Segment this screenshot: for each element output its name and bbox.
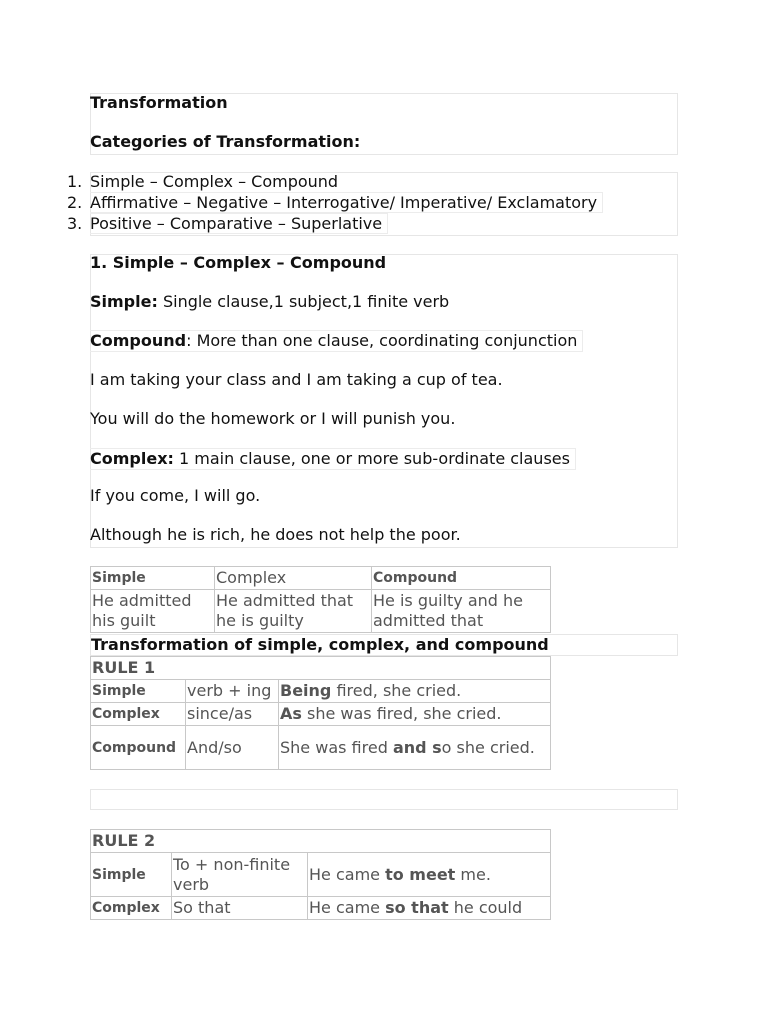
list-number: 3. (67, 214, 83, 233)
example-sentence: I am taking your class and I am taking a cup of tea. (90, 370, 503, 389)
list-text: Affirmative – Negative – Interrogative/ Imperative/ Exclamatory (90, 192, 603, 213)
rule2-title: RULE 2 (91, 830, 551, 853)
table-row (91, 680, 551, 703)
rule-marker: And/so (186, 726, 279, 770)
rule-type: Compound (91, 726, 186, 770)
transformation-title-text: Transformation of simple, complex, and compound (91, 635, 549, 654)
complex-text: 1 main clause, one or more sub-ordinate clauses (173, 449, 570, 468)
table-row (91, 590, 551, 633)
complex-definition (90, 448, 576, 470)
example-bold: Being (280, 681, 332, 700)
rule-type: Simple (91, 853, 172, 897)
rule-marker: verb + ing (186, 680, 279, 703)
rule-type: Complex (91, 897, 172, 920)
page-subtitle: Categories of Transformation: (90, 132, 361, 151)
list-item (67, 172, 338, 192)
simple-text: Single clause,1 subject,1 finite verb (157, 292, 450, 311)
example-rest: fired, she cried. (331, 681, 462, 700)
example-bold: so that (385, 898, 449, 917)
example-bold: to meet (385, 864, 456, 884)
rule1-table (90, 656, 551, 770)
rule-marker: since/as (186, 703, 279, 726)
rule2-table (90, 829, 551, 920)
empty-box (90, 789, 678, 810)
example-bold: As (280, 704, 302, 723)
example-rest: she was fired, she cried. (301, 704, 502, 723)
compound-text: : More than one clause, coordinating conjunction (186, 331, 578, 350)
column-header: Simple (91, 567, 215, 590)
rule-example (308, 853, 551, 897)
example-pre: She was fired (280, 737, 393, 757)
table-row (91, 726, 551, 770)
example-pre: He came (309, 864, 386, 884)
simple-definition (90, 292, 449, 312)
table-cell: He admitted his guilt (91, 590, 215, 633)
rule1-title: RULE 1 (91, 657, 551, 680)
rule-marker: To + non-finite verb (172, 853, 308, 897)
column-header: Complex (215, 567, 372, 590)
example-sentence: Although he is rich, he does not help the poor. (90, 525, 461, 544)
compound-definition (90, 330, 583, 352)
example-bold: and s (392, 737, 442, 757)
table-cell: He admitted that he is guilty (215, 590, 372, 633)
rule-title-row (91, 830, 551, 853)
rule-example (279, 680, 551, 703)
rule-example (308, 897, 551, 920)
list-number: 1. (67, 172, 83, 191)
list-text: Positive – Comparative – Superlative (90, 213, 388, 234)
transformation-title (90, 634, 678, 656)
example-rest: o she cried. (441, 737, 535, 757)
table-header-row (91, 567, 551, 590)
rule-marker: So that (172, 897, 308, 920)
list-item (67, 214, 388, 234)
rule-example (279, 726, 551, 770)
example-sentence: If you come, I will go. (90, 486, 261, 505)
comparison-table (90, 566, 551, 633)
table-row (91, 897, 551, 920)
compound-label: Compound (90, 331, 187, 350)
column-header: Compound (372, 567, 551, 590)
table-row (91, 703, 551, 726)
simple-label: Simple: (90, 292, 158, 311)
example-sentence: You will do the homework or I will punish you. (90, 409, 456, 428)
example-rest: he could (448, 898, 523, 917)
page-title: Transformation (90, 93, 228, 112)
rule-title-row (91, 657, 551, 680)
section1-heading: 1. Simple – Complex – Compound (90, 253, 387, 272)
rule-type: Complex (91, 703, 186, 726)
list-text: Simple – Complex – Compound (90, 172, 339, 191)
example-pre: He came (309, 898, 386, 917)
list-number: 2. (67, 193, 83, 212)
rule-type: Simple (91, 680, 186, 703)
list-item (67, 193, 603, 213)
example-rest: me. (455, 864, 491, 884)
table-cell: He is guilty and he admitted that (372, 590, 551, 633)
rule-example (279, 703, 551, 726)
table-row (91, 853, 551, 897)
complex-label: Complex: (90, 449, 174, 468)
